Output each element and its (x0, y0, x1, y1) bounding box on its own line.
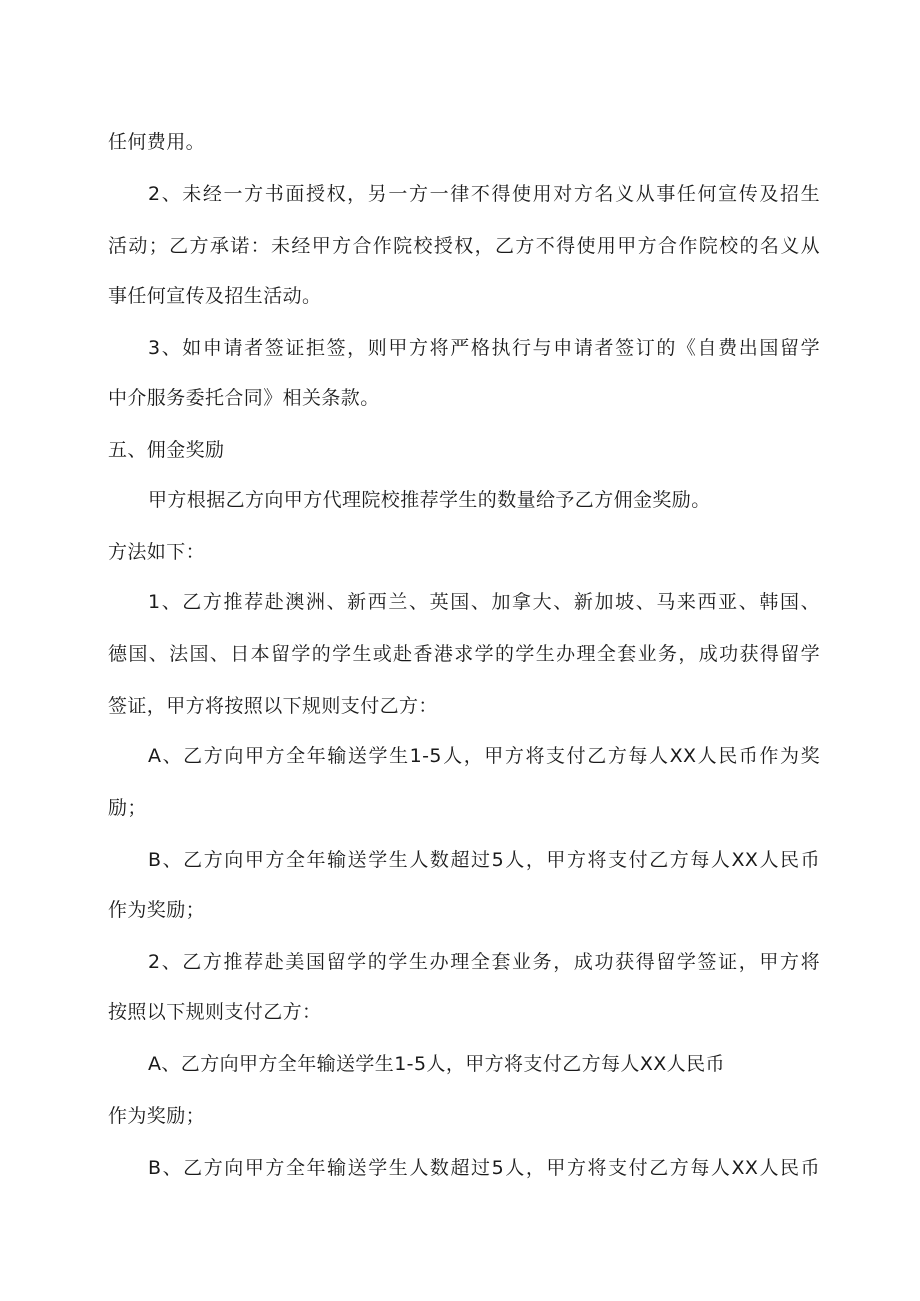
text-line: 作为奖励； (108, 899, 206, 921)
text-line: B、乙方向甲方全年输送学生人数超过5人，甲方将支付乙方每人XX人民币 (148, 849, 820, 871)
section-heading: 五、佣金奖励 (108, 439, 225, 461)
text-line: 励； (108, 797, 147, 819)
text-line: 3、如申请者签证拒签，则甲方将严格执行与申请者签订的《自费出国留学 (148, 337, 820, 359)
text-line: 作为奖励； (108, 1105, 206, 1127)
text-line: 德国、法国、日本留学的学生或赴香港求学的学生办理全套业务，成功获得留学 (108, 643, 820, 665)
text-line: 方法如下： (108, 541, 206, 563)
text-line: 2、乙方推荐赴美国留学的学生办理全套业务，成功获得留学签证，甲方将 (148, 951, 820, 973)
text-line: 事任何宣传及招生活动。 (108, 285, 322, 307)
text-line: 2、未经一方书面授权，另一方一律不得使用对方名义从事任何宣传及招生 (148, 183, 820, 205)
text-line: 按照以下规则支付乙方： (108, 1001, 322, 1023)
text-line: A、乙方向甲方全年输送学生1-5人，甲方将支付乙方每人XX人民币 (148, 1053, 725, 1075)
text-line: 1、乙方推荐赴澳洲、新西兰、英国、加拿大、新加坡、马来西亚、韩国、 (148, 591, 820, 613)
text-line: 活动；乙方承诺：未经甲方合作院校授权，乙方不得使用甲方合作院校的名义从 (108, 235, 820, 257)
text-line: 中介服务委托合同》相关条款。 (108, 387, 380, 409)
text-line: 签证，甲方将按照以下规则支付乙方： (108, 695, 438, 717)
text-line: 甲方根据乙方向甲方代理院校推荐学生的数量给予乙方佣金奖励。 (148, 489, 711, 511)
text-line: 任何费用。 (108, 131, 206, 153)
text-line: A、乙方向甲方全年输送学生1-5人，甲方将支付乙方每人XX人民币作为奖 (148, 745, 820, 767)
text-line: B、乙方向甲方全年输送学生人数超过5人，甲方将支付乙方每人XX人民币 (148, 1157, 820, 1179)
